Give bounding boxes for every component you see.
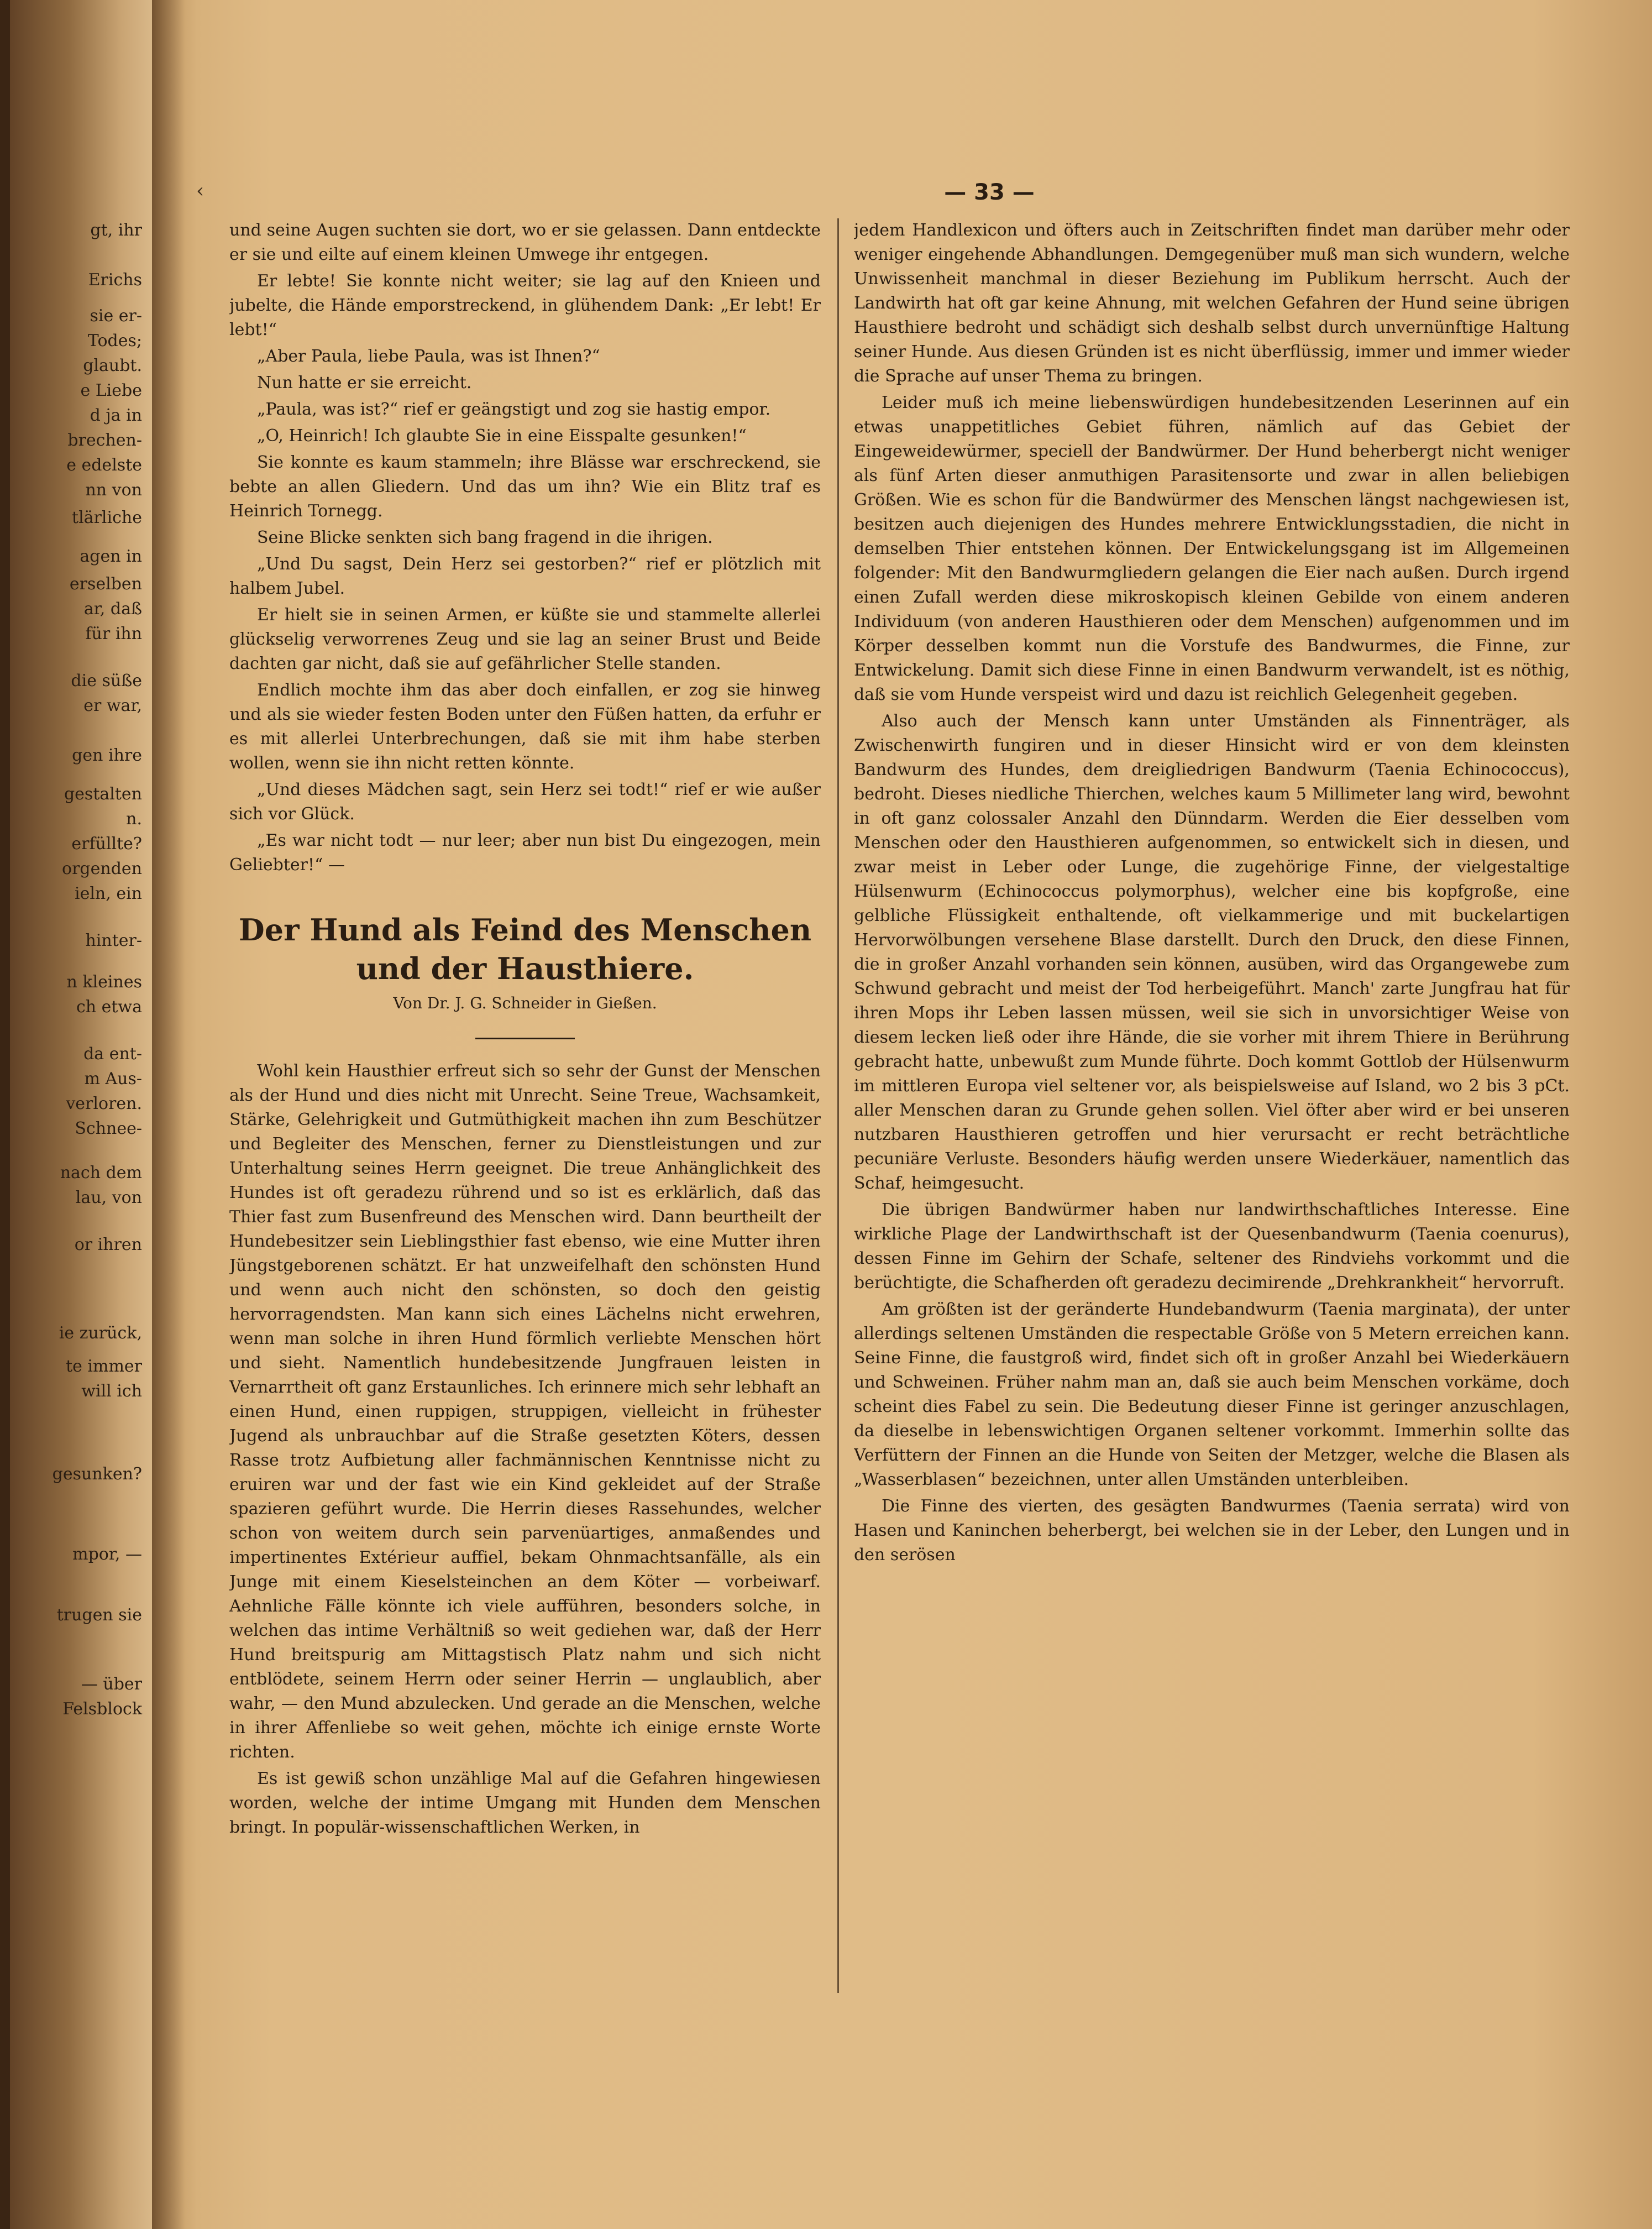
previous-page-fragment: trugen sie bbox=[56, 1605, 142, 1625]
previous-page-fragment: lau, von bbox=[75, 1188, 142, 1207]
previous-page-fragment: gestalten bbox=[64, 784, 142, 804]
previous-page-fragment: ie zurück, bbox=[59, 1323, 142, 1343]
previous-page-fragment: d ja in bbox=[90, 406, 142, 425]
previous-page-fragment: orgenden bbox=[62, 859, 142, 878]
article-paragraph: Wohl kein Hausthier erfreut sich so sehr der Gunst der Menschen als der Hund und dies nicht mit Unrecht. Seine Treue, Wachsamkeit, Stärke, Gelehrigkeit und Gutmüthigkeit machen ihn zum Beschützer und Begleiter des Menschen, ferner zu Dienstleistungen und zur Unterhaltung seines Herrn geeignet. Die treue Anhänglichkeit des Hundes ist oft geradezu rührend und so ist es erklärlich, daß das Thier fast zum Busenfreund des Menschen wird. Dann beurtheilt der Hundebesitzer sein Lieblingsthier fast ebenso, wie eine Mutter ihren Jüngstgeborenen schätzt. Er hat unzweifelhaft den schönsten Hund und wenn auch nicht den schönsten, so doch den geistig hervorragendsten. Man kann sich eines Lächelns nicht erwehren, wenn man solche in ihren Hund förmlich verliebte Menschen hört und sieht. Namentlich hundebesitzende Jungfrauen leisten in Vernarrtheit oft ganz Erstaunliches. Ich erinnere mich sehr lebhaft an einen Hund, einen ruppigen, struppigen, vielleicht in frühester Jugend als unbrauchbar auf die Straße gesetzten Köters, dessen Rasse trotz Aufbietung aller fachmännischen Kenntnisse nicht zu eruiren war und der fast wie ein Kind gekleidet auf der Straße spazieren geführt wurde. Die Herrin dieses Rassehundes, welcher schon von weitem durch sein parvenüartiges, anmaßendes und impertinentes Extérieur auffiel, bekam Ohnmachtsanfälle, als ein Junge mit einem Kieselsteinchen an dem Köter — vorbeiwarf. Aehnliche Fälle könnte ich viele aufführen, besonders solche, in welchen das intime Verhältniß so weit gediehen war, daß der Herr Hund breitspurig am Mittagstisch Platz nahm und sich nicht entblödete, seinem Herrn oder seiner Herrin — unglaublich, aber wahr, — den Mund abzulecken. Und gerade an die Menschen, welche in ihrer Affenliebe so weit gehen, möchte ich einige ernste Worte richten. bbox=[229, 1061, 821, 1762]
previous-page-fragment: für ihn bbox=[85, 624, 142, 643]
margin-mark: ‹ bbox=[196, 180, 204, 202]
previous-page-fragment: gen ihre bbox=[72, 746, 142, 765]
previous-page-fragment: ch etwa bbox=[76, 997, 142, 1017]
previous-page-fragment: n. bbox=[126, 809, 142, 829]
page-number: — 33 — bbox=[944, 180, 1035, 205]
article-byline: Von Dr. J. G. Schneider in Gießen. bbox=[393, 994, 657, 1012]
story-paragraph: „Paula, was ist?“ rief er geängstigt und zog sie hastig empor. bbox=[257, 400, 771, 419]
story-paragraph: Endlich mochte ihm das aber doch einfallen, er zog sie hinweg und als sie wieder festen Boden unter den Füßen hatten, da erfuhr er es mit allerlei Unterbrechungen, daß sie mit ihm habe sterben wollen, wenn sie ihn nicht retten könnte. bbox=[229, 681, 821, 773]
article-paragraph: Es ist gewiß schon unzählige Mal auf die Gefahren hingewiesen worden, welche der intime Umgang mit Hunden dem Menschen bringt. In populär-wissenschaftlichen Werken, in bbox=[229, 1769, 821, 1837]
story-paragraph: Nun hatte er sie erreicht. bbox=[257, 373, 472, 393]
previous-page-fragment: or ihren bbox=[74, 1235, 142, 1254]
previous-page-fragment: glaubt. bbox=[83, 356, 142, 375]
article-paragraph: jedem Handlexicon und öfters auch in Zeitschriften findet man darüber mehr oder weniger eingehende Abhandlungen. Demgegenüber muß man sich wundern, welche Unwissenheit manchmal in dieser Beziehung im Publikum herrscht. Auch der Landwirth hat oft gar keine Ahnung, mit welchen Gefahren der Hund seine übrigen Hausthiere bedroht und schädigt sich deshalb selbst durch unvernünftige Haltung seiner Hunde. Aus diesen Gründen ist es nicht überflüssig, immer und immer wieder die Sprache auf unser Thema zu bringen. bbox=[854, 221, 1570, 386]
story-paragraph: und seine Augen suchten sie dort, wo er sie gelassen. Dann entdeckte er sie und eilte auf einem kleinen Umwege ihr entgegen. bbox=[229, 221, 821, 264]
previous-page-fragment: te immer bbox=[66, 1357, 142, 1376]
gutter-shadow bbox=[152, 0, 185, 2229]
previous-page-fragment: er war, bbox=[83, 696, 142, 715]
previous-page-fragment: gesunken? bbox=[52, 1464, 142, 1484]
previous-page-fragment: m Aus- bbox=[84, 1069, 142, 1089]
previous-page-fragment: e edelste bbox=[66, 456, 142, 475]
story-paragraph: Er hielt sie in seinen Armen, er küßte sie und stammelte allerlei glückselig verworrenes Zeug und sie lag an seiner Brust und Beide dachten gar nicht, daß sie auf gefährlicher Stelle standen. bbox=[229, 605, 821, 673]
previous-page-fragment: hinter- bbox=[85, 931, 142, 950]
article-paragraph: Die Finne des vierten, des gesägten Bandwurmes (Taenia serrata) wird von Hasen und Kaninchen beherbergt, bei welchen sie in der Leber, den Lungen und in den serösen bbox=[854, 1497, 1570, 1565]
title-rule bbox=[475, 1038, 575, 1039]
previous-page-fragment: die süße bbox=[71, 671, 142, 690]
article-paragraph: Leider muß ich meine liebenswürdigen hundebesitzenden Leserinnen auf ein etwas unappetitliches Gebiet führen, nämlich auf das Gebiet der Eingeweidewürmer, speciell der Bandwürmer. Der Hund beherbergt nicht weniger als fünf Arten dieser anmuthigen Parasitensorte und zwar in allen beliebigen Größen. Wie es schon für die Bandwürmer des Menschen längst nachgewiesen ist, besitzen auch diejenigen des Hundes mehrere Entwicklungsstadien, die nicht in demselben Thier entstehen können. Der Entwickelungsgang ist im Allgemeinen folgender: Mit den Bandwurmgliedern gelangen die Eier nach außen. Durch irgend einen Zufall werden diese mikroskopisch kleinen Gebilde von einem anderen Individuum (von anderen Hausthieren oder dem Menschen) aufgenommen und im Körper desselben kommt nun die Vorstufe des Bandwurmes, die Finne, zur Entwickelung. Damit sich diese Finne in einen Bandwurm verwandelt, ist es nöthig, daß sie vom Hunde verspeist wird und dazu ist reichlich Gelegenheit gegeben. bbox=[854, 393, 1570, 704]
previous-page-fragment: Felsblock bbox=[62, 1699, 142, 1719]
story-paragraph: „Und dieses Mädchen sagt, sein Herz sei todt!“ rief er wie außer sich vor Glück. bbox=[229, 780, 821, 824]
story-paragraph: „O, Heinrich! Ich glaubte Sie in eine Eisspalte gesunken!“ bbox=[257, 426, 747, 446]
previous-page-fragment: gt, ihr bbox=[90, 221, 142, 240]
article-paragraph: Also auch der Mensch kann unter Umständen als Finnenträger, als Zwischenwirth fungiren und in dieser Hinsicht wird er von dem kleinsten Bandwurm des Hundes, dem dreigliedrigen Bandwurm (Taenia Echinococcus), bedroht. Dieses niedliche Thierchen, welches kaum 5 Millimeter lang wird, bewohnt in oft ganz colossaler Anzahl den Dünndarm. Werden die Eier desselben vom Menschen oder den Hausthieren aufgenommen, so entwickelt sich in diesen, und zwar meist in Leber oder Lunge, die zugehörige Finne, der vielgestaltige Hülsenwurm (Echinococcus polymorphus), welcher eine bis kopfgroße, eine gelbliche Flüssigkeit enthaltende, oft vielkammerige und mit buckelartigen Hervorwölbungen versehene Blase darstellt. Durch den Druck, den diese Finnen, die in großer Anzahl vorhanden sein können, ausüben, wird das Organgewebe zum Schwund gebracht und meist der Tod herbeigeführt. Manch' zarte Jungfrau hat für ihren Mops ihr Leben lassen müssen, weil sie sich in unvorsichtiger Weise von diesem lecken ließ oder ihre Hände, die sie vorher mit ihrem Thiere in Berührung gebracht hatte, unbewußt zum Munde führte. Doch kommt Gottlob der Hülsenwurm im mittleren Europa viel seltener vor, als beispielsweise auf Island, wo 2 bis 3 pCt. aller Menschen daran zu Grunde gehen sollen. Viel öfter aber wird er bei unseren nutzbaren Hausthieren getroffen und hier verursacht er recht beträchtliche pecuniäre Verluste. Besonders häufig werden unsere Wiederkäuer, namentlich das Schaf, heimgesucht. bbox=[854, 711, 1570, 1193]
story-paragraph: Er lebte! Sie konnte nicht weiter; sie lag auf den Knieen und jubelte, die Hände emporstreckend, in glühendem Dank: „Er lebt! Er lebt!“ bbox=[229, 271, 821, 339]
right-column bbox=[854, 218, 1570, 2007]
previous-page-fragment: n kleines bbox=[66, 972, 142, 992]
previous-page-edge bbox=[0, 218, 146, 1987]
previous-page-fragment: Erichs bbox=[88, 270, 142, 290]
previous-page-fragment: — über bbox=[81, 1675, 142, 1694]
previous-page-fragment: e Liebe bbox=[80, 381, 142, 400]
article-paragraph: Am größten ist der geränderte Hundebandwurm (Taenia marginata), der unter allerdings seltenen Umständen die respectable Größe von 5 Metern erreichen kann. Seine Finne, die faustgroß wird, findet sich oft in großer Anzahl bei Wiederkäuern und Schweinen. Früher nahm man an, daß sie auch beim Menschen vorkäme, doch scheint dies Fabel zu sein. Die Bedeutung dieser Finne ist geringer anzuschlagen, da dieselbe in lebenswichtigen Organen seltener vorkommt. Immerhin sollte das Verfüttern der Finnen an die Hunde von Seiten der Metzger, welche die Blasen als „Wasserblasen“ bezeichnen, unter allen Umständen unterbleiben. bbox=[854, 1300, 1570, 1489]
story-paragraph: Seine Blicke senkten sich bang fragend in die ihrigen. bbox=[257, 528, 713, 547]
previous-page-fragment: erselben bbox=[69, 574, 142, 594]
story-paragraph: Sie konnte es kaum stammeln; ihre Blässe war erschreckend, sie bebte an allen Gliedern. Und das um ihn? Wie ein Blitz traf es Heinrich Tornegg. bbox=[229, 453, 821, 521]
story-continuation bbox=[229, 218, 821, 877]
previous-page-fragment: tlärliche bbox=[72, 508, 142, 527]
article-paragraph: Die übrigen Bandwürmer haben nur landwirthschaftliches Interesse. Eine wirkliche Plage der Landwirthschaft ist der Quesenbandwurm (Taenia coenurus), dessen Finne im Gehirn der Schafe, seltener des Rindviehs vorkommt und die berüchtigte, die Schafherden oft geradezu decimirende „Drehkrankheit“ hervorruft. bbox=[854, 1200, 1570, 1293]
article-body-left bbox=[229, 1059, 821, 1840]
story-paragraph: „Und Du sagst, Dein Herz sei gestorben?“ rief er plötzlich mit halbem Jubel. bbox=[229, 554, 821, 598]
previous-page-fragment: erfüllte? bbox=[71, 834, 142, 854]
previous-page-fragment: ieln, ein bbox=[74, 884, 142, 903]
article-body-right bbox=[854, 218, 1570, 1567]
previous-page-fragment: nn von bbox=[85, 480, 142, 500]
newspaper-page bbox=[152, 0, 1652, 2229]
previous-page-fragment: brechen- bbox=[67, 431, 142, 450]
article-title: Der Hund als Feind des Menschen und der Hausthiere. bbox=[238, 912, 812, 986]
left-column bbox=[229, 218, 821, 2007]
previous-page-fragment: ar, daß bbox=[83, 599, 142, 619]
previous-page-fragment: da ent- bbox=[83, 1044, 142, 1064]
previous-page-fragment: sie er- bbox=[90, 306, 142, 326]
previous-page-fragment: Todes; bbox=[87, 331, 142, 350]
previous-page-fragment: mpor, — bbox=[72, 1545, 142, 1564]
previous-page-fragment: nach dem bbox=[60, 1163, 142, 1182]
column-divider bbox=[837, 218, 839, 1993]
story-paragraph: „Es war nicht todt — nur leer; aber nun bist Du eingezogen, mein Geliebter!“ — bbox=[229, 831, 821, 875]
previous-page-fragment: Schnee- bbox=[75, 1119, 142, 1138]
previous-page-fragment: will ich bbox=[81, 1382, 142, 1401]
previous-page-fragment: verloren. bbox=[66, 1094, 142, 1113]
story-paragraph: „Aber Paula, liebe Paula, was ist Ihnen?“ bbox=[257, 347, 600, 366]
previous-page-fragment: agen in bbox=[80, 547, 142, 566]
